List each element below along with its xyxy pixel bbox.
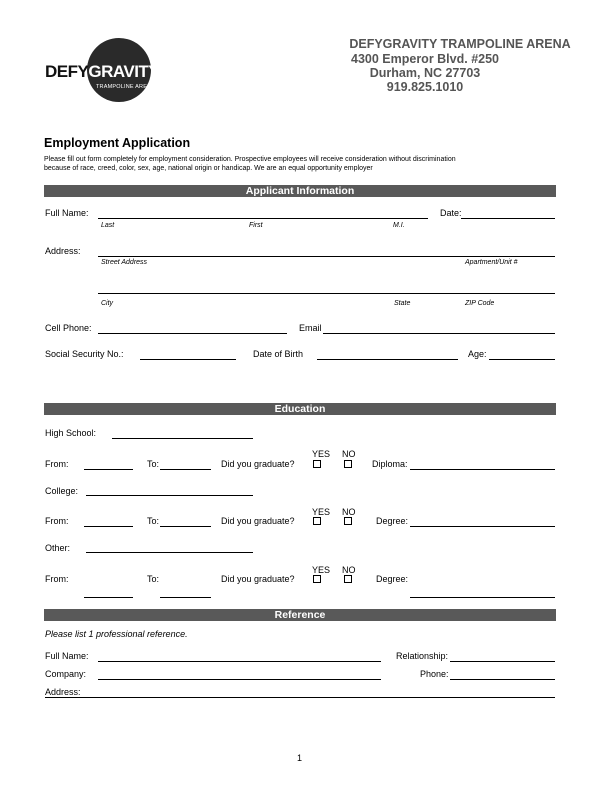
diploma-label: Diploma: (372, 459, 408, 469)
dob-field[interactable] (317, 359, 458, 360)
full-name-label: Full Name: (45, 208, 89, 218)
logo-text-right: GRAVITY (88, 62, 160, 81)
reference-note: Please list 1 professional reference. (45, 629, 188, 639)
hs-yes-checkbox[interactable] (313, 460, 321, 468)
other-school-field[interactable] (86, 552, 253, 553)
section-header-education: Education (44, 403, 556, 415)
college-degree-field[interactable] (410, 526, 555, 527)
logo-subtitle: TRAMPOLINE ARENA (96, 84, 156, 90)
other-no-checkbox[interactable] (344, 575, 352, 583)
other-yes-label: YES (312, 565, 331, 575)
ref-phone-label: Phone: (420, 669, 449, 679)
email-label: Email (299, 323, 322, 333)
city-state-zip-field[interactable] (98, 293, 555, 294)
other-to-label: To: (147, 574, 160, 584)
zip-hint: ZIP Code (465, 300, 495, 307)
other-label: Other: (45, 543, 71, 553)
college-to-field[interactable] (160, 526, 211, 527)
page-number: 1 (297, 753, 303, 763)
college-graduate-label: Did you graduate? (221, 516, 295, 526)
address-label: Address: (45, 246, 81, 256)
ssn-field[interactable] (140, 359, 236, 360)
college-degree-label: Degree: (376, 516, 409, 526)
other-from-label: From: (45, 574, 69, 584)
college-from-label: From: (45, 516, 69, 526)
college-from-field[interactable] (84, 526, 133, 527)
high-school-field[interactable] (112, 438, 253, 439)
intro-line-2: because of race, creed, color, sex, age, national origin or handicap. We are an equal opportunity employer (44, 165, 373, 172)
section-header-applicant: Applicant Information (44, 185, 556, 197)
company-address-line2: Durham, NC 27703 (369, 66, 481, 80)
company-phone: 919.825.1010 (386, 80, 464, 94)
college-to-label: To: (147, 516, 160, 526)
other-graduate-label: Did you graduate? (221, 574, 295, 584)
other-degree-label: Degree: (376, 574, 409, 584)
first-name-hint: First (249, 222, 263, 229)
street-address-hint: Street Address (101, 259, 148, 266)
company-logo (45, 62, 159, 82)
college-no-checkbox[interactable] (344, 517, 352, 525)
intro-line-1: Please fill out form completely for employment consideration. Prospective employees will receive consideration without discrimination (44, 156, 456, 163)
hs-yes-label: YES (312, 449, 331, 459)
hs-from-field[interactable] (84, 469, 133, 470)
age-label: Age: (468, 349, 487, 359)
college-yes-checkbox[interactable] (313, 517, 321, 525)
apartment-hint: Apartment/Unit # (465, 259, 518, 266)
cell-phone-field[interactable] (98, 333, 287, 334)
high-school-label: High School: (45, 428, 97, 438)
other-from-field[interactable] (84, 597, 133, 598)
other-degree-field[interactable] (410, 597, 555, 598)
email-field[interactable] (323, 333, 555, 334)
dob-label: Date of Birth (253, 349, 304, 359)
section-header-reference: Reference (44, 609, 556, 621)
company-address-line1: 4300 Emperor Blvd. #250 (351, 52, 499, 66)
city-hint: City (101, 300, 114, 307)
date-label: Date: (440, 208, 462, 218)
hs-no-checkbox[interactable] (344, 460, 352, 468)
age-field[interactable] (489, 359, 555, 360)
page-title: Employment Application (44, 136, 191, 150)
ref-relationship-field[interactable] (450, 661, 555, 662)
ref-full-name-label: Full Name: (45, 651, 89, 661)
hs-to-field[interactable] (160, 469, 211, 470)
college-no-label: NO (342, 507, 356, 517)
full-name-field[interactable] (98, 218, 428, 219)
hs-graduate-label: Did you graduate? (221, 459, 295, 469)
other-to-field[interactable] (160, 597, 211, 598)
hs-no-label: NO (342, 449, 356, 459)
street-address-field[interactable] (98, 256, 555, 257)
hs-to-label: To: (147, 459, 160, 469)
company-name: DEFYGRAVITY TRAMPOLINE ARENA (349, 37, 571, 51)
middle-initial-hint: M.I. (393, 222, 405, 229)
ref-company-field[interactable] (98, 679, 381, 680)
ref-address-field[interactable] (45, 697, 555, 698)
ssn-label: Social Security No.: (45, 349, 124, 359)
college-yes-label: YES (312, 507, 331, 517)
ref-address-label: Address: (45, 687, 81, 697)
ref-relationship-label: Relationship: (396, 651, 449, 661)
college-field[interactable] (86, 495, 253, 496)
cell-phone-label: Cell Phone: (45, 323, 92, 333)
other-no-label: NO (342, 565, 356, 575)
date-field[interactable] (461, 218, 555, 219)
hs-from-label: From: (45, 459, 69, 469)
diploma-field[interactable] (410, 469, 555, 470)
state-hint: State (394, 300, 411, 307)
last-name-hint: Last (101, 222, 115, 229)
other-yes-checkbox[interactable] (313, 575, 321, 583)
ref-company-label: Company: (45, 669, 87, 679)
ref-phone-field[interactable] (450, 679, 555, 680)
ref-full-name-field[interactable] (98, 661, 381, 662)
college-label: College: (45, 486, 79, 496)
logo-text-left: DEFY (45, 62, 89, 81)
